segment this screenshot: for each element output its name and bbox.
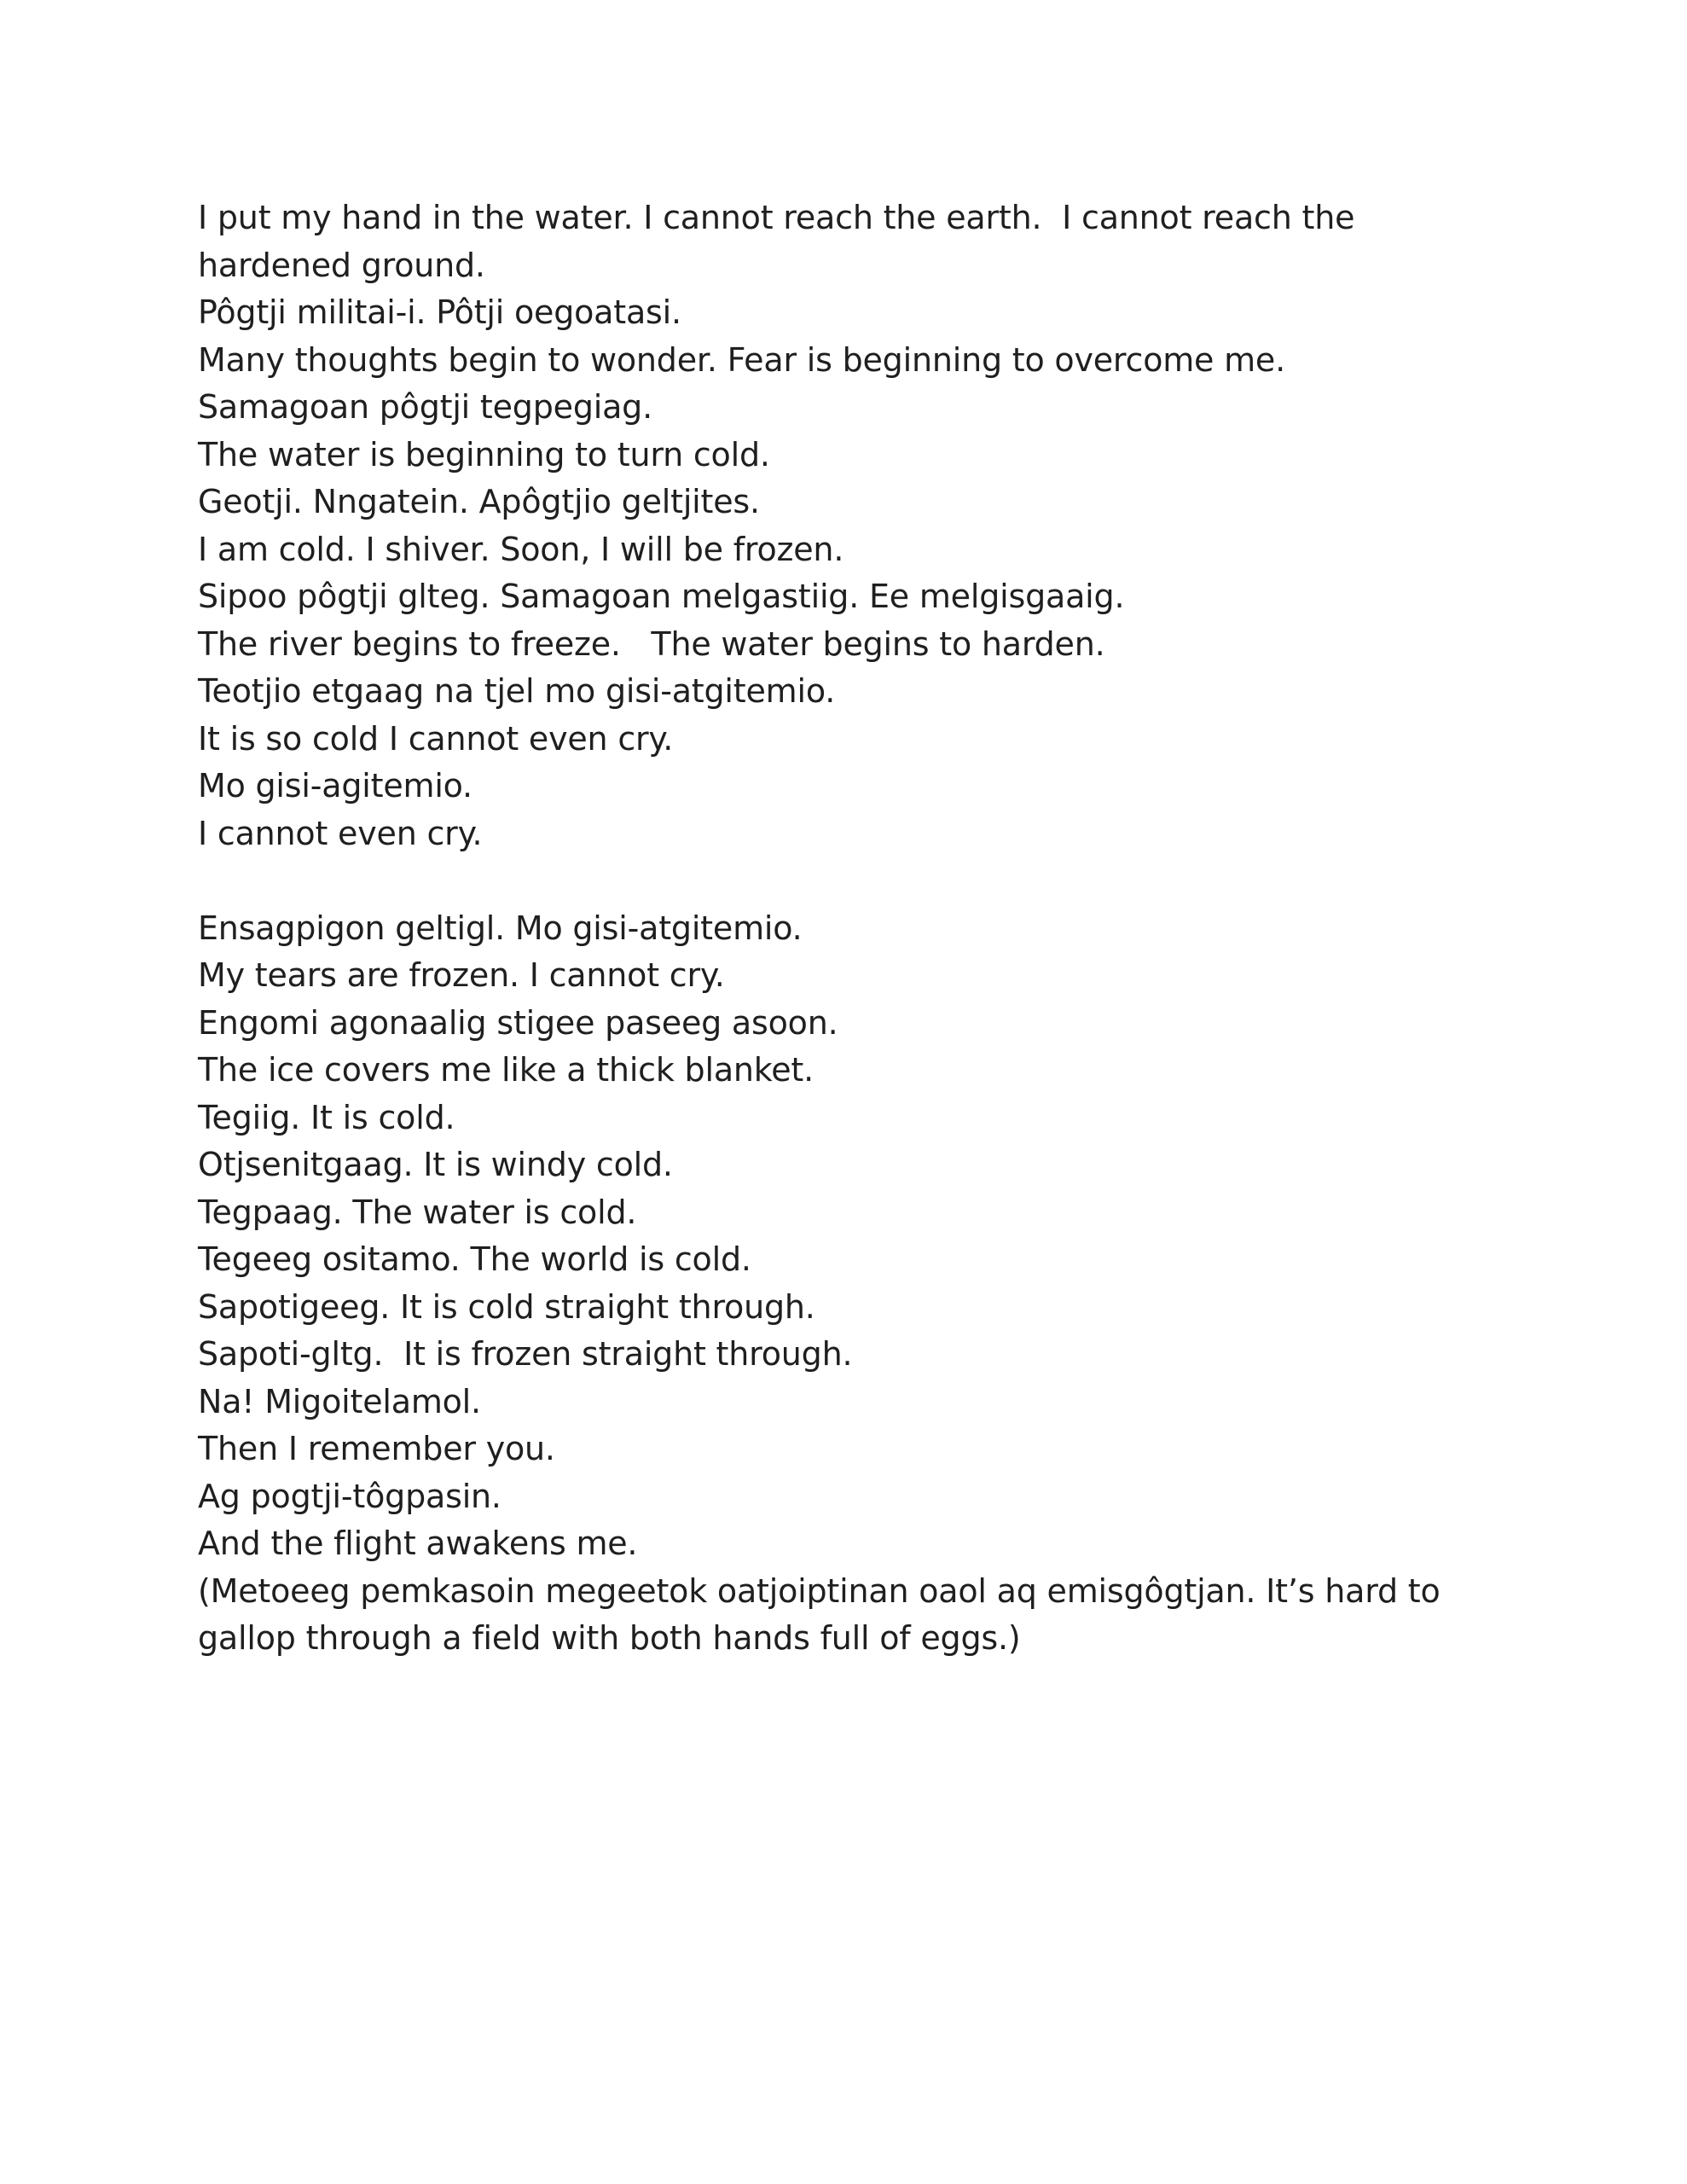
poem-line: Sipoo pôgtji glteg. Samagoan melgastiig. Ee melgisgaaig. <box>198 578 1125 615</box>
poem-line: Engomi agonaalig stigee paseeg asoon. <box>198 1003 838 1042</box>
poem-line: Mo gisi-agitemio. <box>198 767 472 804</box>
poem-line: Otjsenitgaag. It is windy cold. <box>198 1146 673 1183</box>
poem-line: Many thoughts begin to wonder. Fear is beginning to overcome me. <box>198 340 1285 379</box>
poem-line: And the flight awakens me. <box>198 1525 638 1562</box>
poem-line: I put my hand in the water. I cannot reach the earth. I cannot reach the hardened ground. <box>198 199 1365 284</box>
stanza-2 <box>198 905 1511 1663</box>
poem-line: I am cold. I shiver. Soon, I will be frozen. <box>198 530 844 568</box>
poem-line: The ice covers me like a thick blanket. <box>198 1051 815 1089</box>
poem-body <box>198 195 1511 1663</box>
poem-line: Sapotigeeg. It is cold straight through. <box>198 1287 815 1326</box>
poem-line: Geotji. Nngatein. Apôgtjio geltjites. <box>198 483 760 520</box>
poem-line: It is so cold I cannot even cry. <box>198 719 674 758</box>
poem-line: Tegiig. It is cold. <box>198 1098 455 1136</box>
poem-line: Sapoti-gltg. It is frozen straight through. <box>198 1335 853 1373</box>
poem-line: I cannot even cry. <box>198 814 483 852</box>
poem-line: The river begins to freeze. The water begins to harden. <box>198 624 1105 663</box>
poem-line: Samagoan pôgtji tegpegiag. <box>198 388 652 426</box>
poem-line: Ensagpigon geltigl. Mo gisi-atgitemio. <box>198 909 803 947</box>
poem-line: The water is beginning to turn cold. <box>198 435 770 473</box>
poem-line: Ag pogtji-tôgpasin. <box>198 1477 501 1515</box>
poem-line: Na! Migoitelamol. <box>198 1382 481 1420</box>
poem-line: Tegeeg ositamo. The world is cold. <box>198 1240 751 1278</box>
poem-line: (Metoeeg pemkasoin megeetok oatjoiptinan oaol aq emisgôgtjan. It’s hard to gallop through a field with both hands full of eggs.) <box>198 1571 1451 1657</box>
poem-line: Then I remember you. <box>198 1430 555 1467</box>
poem-line: Pôgtji militai-i. Pôtji oegoatasi. <box>198 293 681 331</box>
poem-line: Teotjio etgaag na tjel mo gisi-atgitemio. <box>198 672 836 710</box>
poem-line: Tegpaag. The water is cold. <box>198 1193 637 1231</box>
poem-line: My tears are frozen. I cannot cry. <box>198 956 725 994</box>
stanza-1 <box>198 195 1511 857</box>
